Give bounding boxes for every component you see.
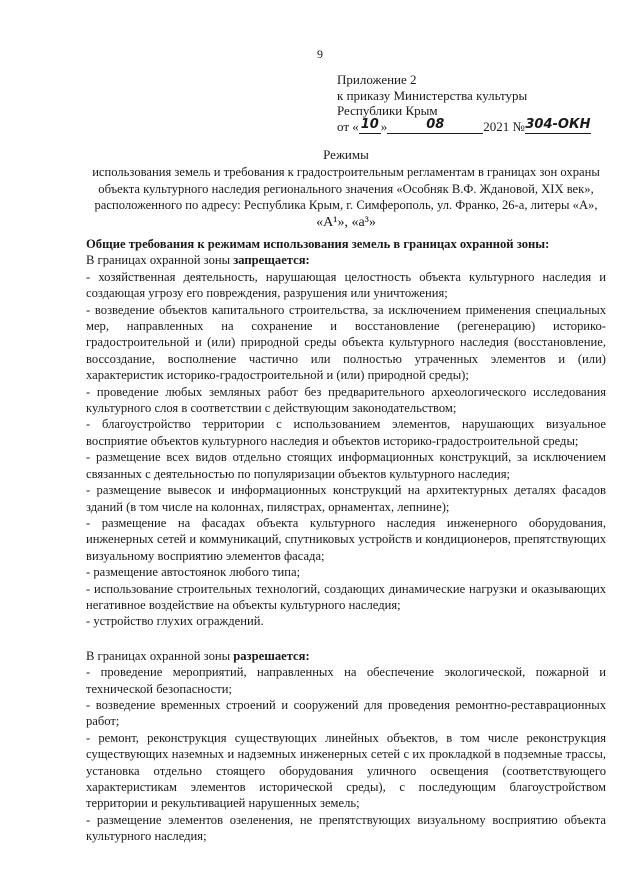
date-month: 08 bbox=[426, 116, 445, 132]
date-month-field bbox=[387, 116, 483, 134]
document-title bbox=[86, 147, 606, 231]
appendix-title: Приложение 2 bbox=[337, 72, 417, 87]
order-number: 304-ОКН bbox=[525, 116, 591, 132]
date-prefix: от « bbox=[337, 118, 359, 134]
allowed-item: - проведение мероприятий, направленных на обеспечение экологической, пожарной и технической безопасности; bbox=[86, 665, 606, 696]
order-number-field bbox=[525, 116, 591, 134]
allowed-item: - размещение элементов озеленения, не препятствующих визуальному восприятию объекта культурного наследия; bbox=[86, 812, 606, 844]
date-day-field bbox=[359, 116, 381, 134]
section-heading: Общие требования к режимам использования земель в границах охранной зоны: bbox=[86, 237, 550, 251]
title-line-4: «А¹», «а³» bbox=[316, 214, 376, 230]
document-body bbox=[86, 236, 606, 845]
allowed-item: - ремонт, реконструкция существующих линейных объектов, в том числе реконструкция существующих наземных и надземных инженерных сетей с их прокладкой в подземные трассы, установка отдельно стоящего оборудования уличного освещения (соответствующего характеристикам элементов исторической среды), с последующим благоустройством территории и рекультивацией нарушенных земель; bbox=[86, 730, 606, 811]
prohibited-item: - размещение на фасадах объекта культурного наследия инженерного оборудования, инженерных сетей и коммуникаций, спутниковых устройств и кондиционеров, препятствующих визуальному восприятию элементов фасада; bbox=[86, 515, 606, 563]
date-year: 2021 № bbox=[483, 118, 525, 134]
prohibited-item: - использование строительных технологий, создающих динамические нагрузки и оказывающих негативное воздействие на объекты культурного наследия; bbox=[86, 581, 606, 612]
prohibited-item: - размещение всех видов отдельно стоящих информационных конструкций, за исключением связанных с деятельностью по популяризации объектов культурного наследия; bbox=[86, 450, 606, 481]
appendix-date-line bbox=[337, 116, 627, 135]
appendix-block bbox=[337, 72, 627, 134]
appendix-order-ref: к приказу Министерства культуры bbox=[337, 87, 528, 103]
title-word: Режимы bbox=[323, 147, 369, 162]
date-mid: » bbox=[380, 118, 388, 134]
date-day: 10 bbox=[360, 116, 379, 132]
title-line-2: объекта культурного наследия регионального значения «Особняк В.Ф. Ждановой, XIX век», bbox=[98, 181, 594, 196]
prohibited-item: - хозяйственная деятельность, нарушающая целостность объекта культурного наследия и создающая угрозу его повреждения, разрушения или уничтожения; bbox=[86, 269, 606, 301]
section-spacer bbox=[86, 630, 606, 648]
allowed-intro-text: В границах охранной зоны bbox=[86, 648, 234, 663]
prohibited-item: - проведение любых земляных работ без предварительного археологического исследования культурного слоя в соответствии с действующим законодательством; bbox=[86, 384, 606, 416]
title-line-3: расположенного по адресу: Республика Крым, г. Симферополь, ул. Франко, 26-а, литеры «А», bbox=[94, 198, 598, 213]
prohibited-item: - устройство глухих ограждений. bbox=[86, 614, 264, 629]
prohibited-item: - размещение автостоянок любого типа; bbox=[86, 565, 301, 580]
allowed-intro-bold: разрешается: bbox=[233, 648, 310, 663]
allowed-item: - возведение временных строений и сооружений для проведения ремонтно-реставрационных работ; bbox=[86, 697, 606, 729]
prohibited-item: - благоустройство территории с использованием элементов, нарушающих визуальное восприятие объектов культурного наследия и объектов историко-градостроительной среды; bbox=[86, 417, 606, 448]
appendix-republic: Республики Крым bbox=[337, 103, 438, 119]
title-line-1: использования земель и требования к градостроительным регламентам в границах зон охраны bbox=[92, 165, 600, 180]
prohibited-intro-bold: запрещается: bbox=[233, 253, 310, 268]
page-number: 9 bbox=[317, 47, 323, 61]
prohibited-intro-text: В границах охранной зоны bbox=[86, 253, 234, 268]
prohibited-item: - размещение вывесок и информационных конструкций на архитектурных деталях фасадов зданий (в том числе на колоннах, пилястрах, орнаментах, лепнине); bbox=[86, 483, 606, 514]
prohibited-intro bbox=[86, 252, 606, 268]
prohibited-item: - возведение объектов капитального строительства, за исключением применения специальных мер, направленных на сохранение и восстановление (регенерацию) историко-градостроительной и (или) природной среды объекта культурного наследия (восстановление, воссоздание, восполнение частично или полностью утраченных элементов и (или) характеристик историко-градостроительной и (или) природной среды); bbox=[86, 302, 606, 383]
allowed-intro bbox=[86, 648, 606, 664]
